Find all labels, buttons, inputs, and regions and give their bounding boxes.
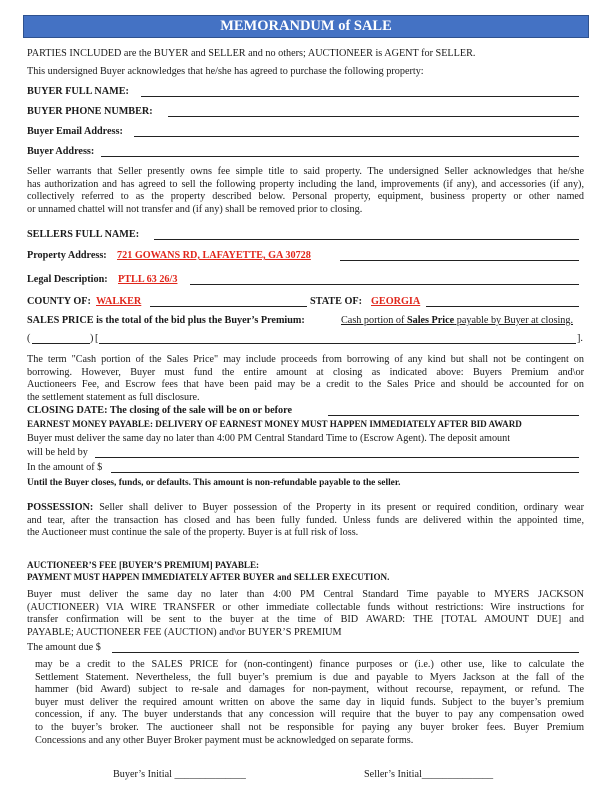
auctioneer-fee-line: (AUCTIONEER) VIA WIRE TRANSFER or other immediate collectable funds without restrictions: Wire instructions for bbox=[27, 601, 584, 613]
legal-description-label: Legal Description: bbox=[27, 274, 108, 285]
seller-warranty-line: or unnamed chattel will not transfer and (if any) shall be removed prior to closing. bbox=[27, 203, 363, 215]
cash-portion-line: borrowing. However, Buyer must fund the entire amount at closing as indicated above: Buyers Premium and\or bbox=[27, 366, 584, 378]
state-value: GEORGIA bbox=[371, 296, 421, 307]
amount-due-field[interactable] bbox=[112, 652, 579, 653]
buyer-full-name-label: BUYER FULL NAME: bbox=[27, 86, 129, 97]
state-field[interactable] bbox=[426, 306, 579, 307]
seller-warranty-paragraph bbox=[27, 166, 584, 216]
credit-line: Settlement Statement. Nevertheless, the full buyer’s premium is due and payable to Myers Jackson at the fall of the bbox=[35, 671, 584, 683]
seller-full-name-label: SELLERS FULL NAME: bbox=[27, 229, 140, 240]
auctioneer-fee-line: PAYABLE; AUCTIONEER FEE (AUCTION) and\or BUYER’S PREMIUM bbox=[27, 626, 342, 638]
payment-timing-heading: PAYMENT MUST HAPPEN IMMEDIATELY AFTER BUYER and SELLER EXECUTION. bbox=[27, 572, 390, 582]
earnest-amount-field[interactable] bbox=[111, 472, 579, 473]
buyer-phone-field[interactable] bbox=[168, 116, 579, 117]
earnest-amount-label: In the amount of $ bbox=[27, 462, 103, 473]
buyer-address-label: Buyer Address: bbox=[27, 146, 95, 157]
credit-paragraph bbox=[35, 659, 584, 747]
auctioneer-fee-line: Buyer must deliver the same day no later than 4:00 PM Central Standard Time payable to MYERS JACKSON bbox=[27, 589, 584, 600]
possession-paragraph bbox=[27, 502, 584, 540]
possession-line: and tear, after the transaction has closed and has been fully funded. Unless funds are delivered within the appointed time, bbox=[27, 514, 584, 526]
parties-statement: PARTIES INCLUDED are the BUYER and SELLER and no others; AUCTIONEER is AGENT for SELLER. bbox=[27, 48, 476, 59]
property-address-label: Property Address: bbox=[27, 250, 107, 261]
possession-line bbox=[27, 502, 584, 515]
auctioneer-fee-line: transfer confirmation will be sent to the buyer at the time of BID AWARD: THE [TOTAL AMOUNT DUE] and bbox=[27, 614, 584, 626]
seller-initial-field[interactable]: Seller’s Initial______________ bbox=[364, 769, 494, 780]
credit-line: buyer must deliver the required amount written on above the same day in liquid funds. Subject to the buyer’s premium bbox=[35, 696, 584, 708]
paren-close: ) bbox=[90, 333, 94, 344]
cash-portion-text: payable by Buyer at closing. bbox=[454, 315, 574, 326]
credit-line: may be a credit to the SALES PRICE for (non-contingent) finance purposes or (i.e.) other use, like to calculate the bbox=[35, 659, 584, 670]
amount-due-label: The amount due $ bbox=[27, 642, 101, 653]
county-value: WALKER bbox=[96, 296, 142, 307]
credit-line: Concessions and any other Buyer Broker payment must be acknowledged on separate forms. bbox=[35, 734, 414, 746]
buyer-email-field[interactable] bbox=[134, 136, 579, 137]
property-address-field[interactable] bbox=[340, 260, 579, 261]
cash-portion-note bbox=[341, 315, 573, 328]
buyer-address-field[interactable] bbox=[101, 156, 579, 157]
seller-warranty-line: collectively referred to as the property described below. Personal property, equipment, business property or other named bbox=[27, 191, 584, 203]
buyer-initial-field[interactable]: Buyer’s Initial ______________ bbox=[113, 769, 246, 780]
bracket-close: ]. bbox=[577, 333, 583, 344]
buyer-phone-label: BUYER PHONE NUMBER: bbox=[27, 106, 153, 117]
credit-line: concession, if any. The buyer understands that any concession will require that the buyer to pay any compensation owed bbox=[35, 709, 584, 721]
seller-warranty-line: Seller warrants that Seller presently owns fee simple title to said property. The undersigned Seller acknowledges that he/she bbox=[27, 166, 584, 177]
document-title: MEMORANDUM of SALE bbox=[23, 15, 589, 38]
cash-portion-paragraph bbox=[27, 354, 584, 404]
earnest-money-heading: EARNEST MONEY PAYABLE: DELIVERY OF EARNEST MONEY MUST HAPPEN IMMEDIATELY AFTER BID AWARD bbox=[27, 419, 522, 429]
closing-date-label: CLOSING DATE: The closing of the sale will be on or before bbox=[27, 405, 292, 416]
auctioneer-fee-paragraph bbox=[27, 589, 584, 639]
sales-price-written-field[interactable] bbox=[99, 343, 576, 344]
non-refundable-notice: Until the Buyer closes, funds, or defaults. This amount is non-refundable payable to the seller. bbox=[27, 478, 401, 488]
legal-description-field[interactable] bbox=[190, 284, 579, 285]
cash-portion-text: Cash portion of bbox=[341, 315, 407, 326]
cash-portion-line: Auctioneers Fee, and Escrow fees that have been paid may be a credit to the Sales Price and should be accounted for on bbox=[27, 379, 584, 391]
county-field[interactable] bbox=[150, 306, 307, 307]
bracket-open: [ bbox=[95, 333, 99, 344]
possession-label: POSSESSION: bbox=[27, 502, 94, 513]
sales-price-numeric-field[interactable] bbox=[32, 343, 90, 344]
possession-line: the Auctioneer must continue the sale of the property. Buyer is at full risk of loss. bbox=[27, 527, 359, 539]
paren-open: ( bbox=[27, 333, 31, 344]
sales-price-label: SALES PRICE is the total of the bid plus the Buyer’s Premium: bbox=[27, 315, 305, 326]
held-by-field[interactable] bbox=[95, 457, 579, 458]
seller-full-name-field[interactable] bbox=[154, 239, 579, 240]
seller-warranty-line: has authorization and has agreed to sell the following property including the land, improvements (if any), and accessories (if any), bbox=[27, 178, 584, 190]
credit-line: hammer (bid Award) subject to re-sale and damages for non-payment, without recourse, repayment, or refund. The bbox=[35, 684, 584, 696]
cash-portion-line: The term "Cash portion of the Sales Price" may include proceeds from borrowing of any kind but shall not be contingent on bbox=[27, 354, 584, 365]
state-label: STATE OF: bbox=[310, 296, 362, 307]
buyer-acknowledgement: This undersigned Buyer acknowledges that he/she has agreed to purchase the following property: bbox=[27, 66, 424, 77]
auctioneer-fee-heading: AUCTIONEER’S FEE [BUYER’S PREMIUM] PAYABLE: bbox=[27, 560, 260, 570]
buyer-full-name-field[interactable] bbox=[141, 96, 579, 97]
held-by-label: will be held by bbox=[27, 447, 88, 458]
credit-line: to the buyer’s broker. The auctioneer shall not be responsible for paying any buyer broker fees. Buyer Premium bbox=[35, 721, 584, 733]
possession-text: Seller shall deliver to Buyer possession of the Property in its present or required condition, ordinary wear bbox=[93, 502, 584, 513]
cash-portion-bold: Sales Price bbox=[406, 315, 455, 326]
property-address-value: 721 GOWANS RD, LAFAYETTE, GA 30728 bbox=[117, 250, 311, 261]
cash-portion-line: the settlement statement as full disclosure. bbox=[27, 391, 200, 403]
legal-description-value: PTLL 63 26/3 bbox=[118, 274, 178, 285]
closing-date-field[interactable] bbox=[328, 415, 579, 416]
buyer-email-label: Buyer Email Address: bbox=[27, 126, 123, 137]
county-label: COUNTY OF: bbox=[27, 296, 91, 307]
earnest-money-text: Buyer must deliver the same day no later than 4:00 PM Central Standard Time to (Escrow Agent). The deposit amount bbox=[27, 433, 511, 444]
